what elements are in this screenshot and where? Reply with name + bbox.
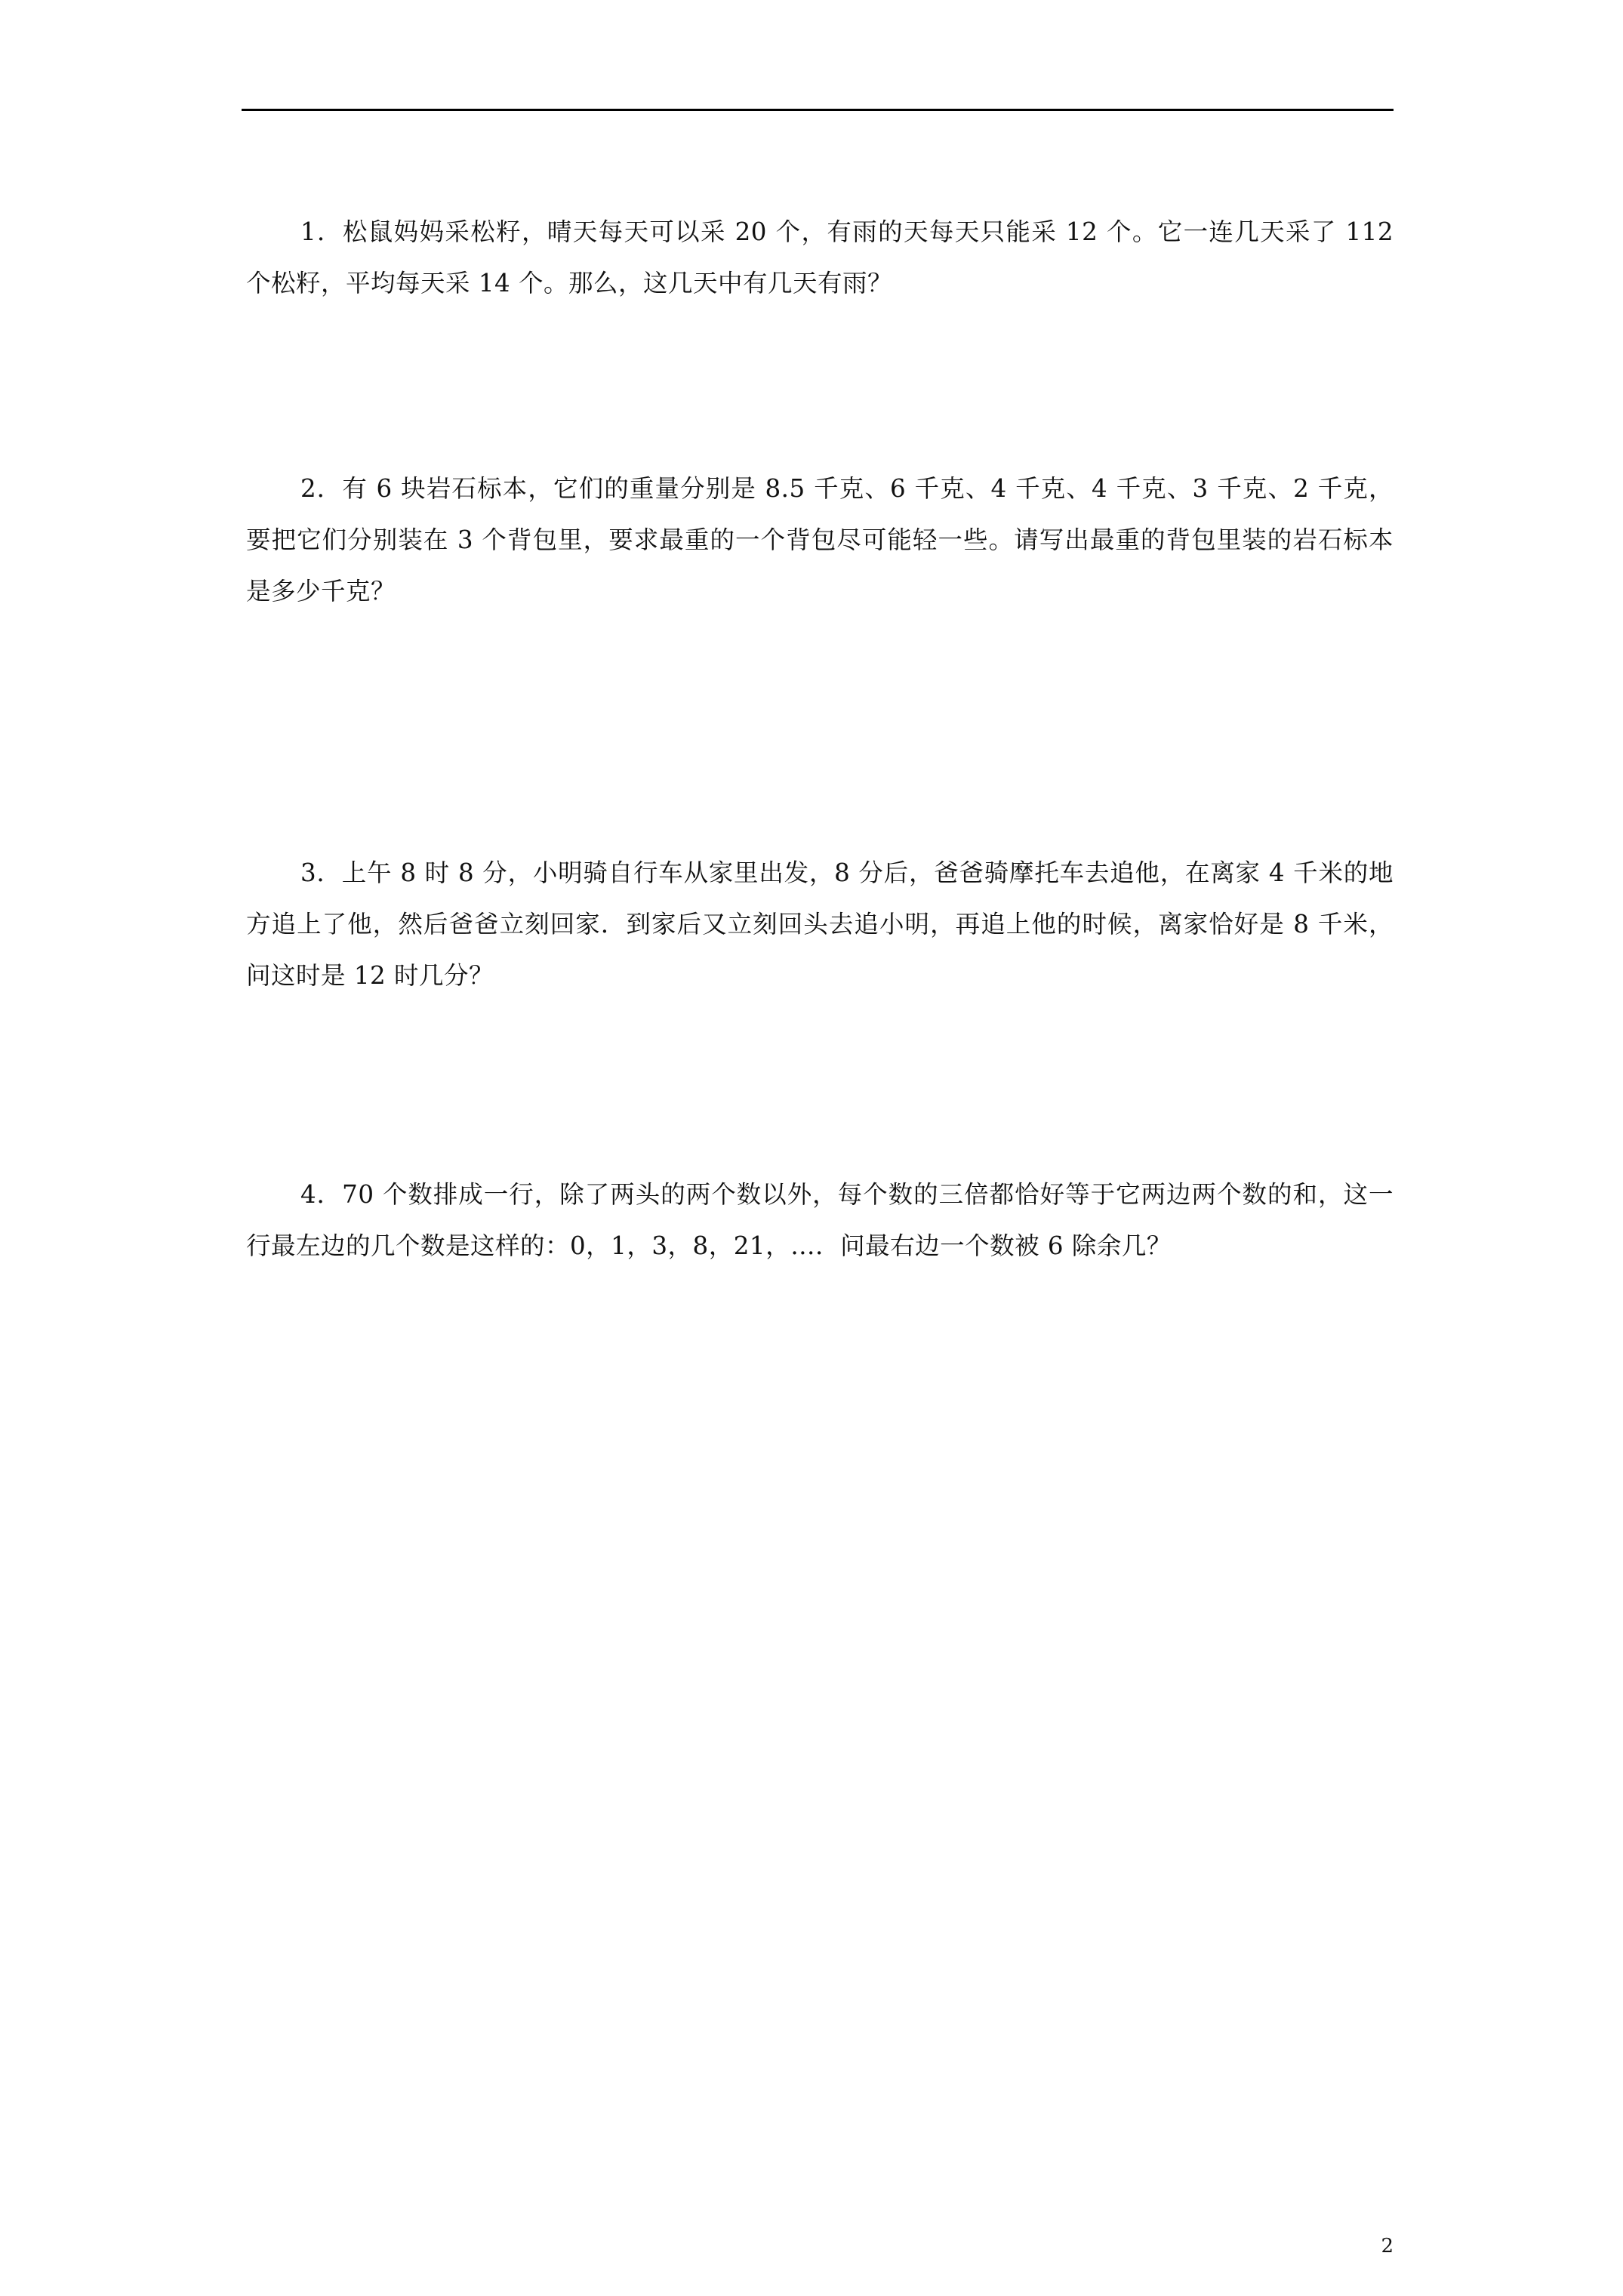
problem-2: 2．有 6 块岩石标本，它们的重量分别是 8.5 千克、6 千克、4 千克、4 千克、3 千克、2 千克，要把它们分别装在 3 个背包里，要求最重的一个背包尽可能轻一些。请写出最重的背包里装的岩石标本是多少千克？ [246,474,1394,606]
problem-3: 3．上午 8 时 8 分，小明骑自行车从家里出发，8 分后，爸爸骑摩托车去追他，在离家 4 千米的地方追上了他，然后爸爸立刻回家．到家后又立刻回头去追小明，再追上他的时候，离家恰好是 8 千米，问这时是 12 时几分？ [246,858,1394,990]
problem-4: 4．70 个数排成一行，除了两头的两个数以外，每个数的三倍都恰好等于它两边两个数的和，这一行最左边的几个数是这样的：0，1，3，8，21，…．问最右边一个数被 6 除余几？ [246,1180,1394,1260]
problem-1: 1．松鼠妈妈采松籽，晴天每天可以采 20 个，有雨的天每天只能采 12 个。它一连几天采了 112 个松籽，平均每天采 14 个。那么，这几天中有几天有雨？ [246,217,1394,297]
page-number: 2 [1381,2235,1394,2257]
header-rule [242,109,1394,111]
